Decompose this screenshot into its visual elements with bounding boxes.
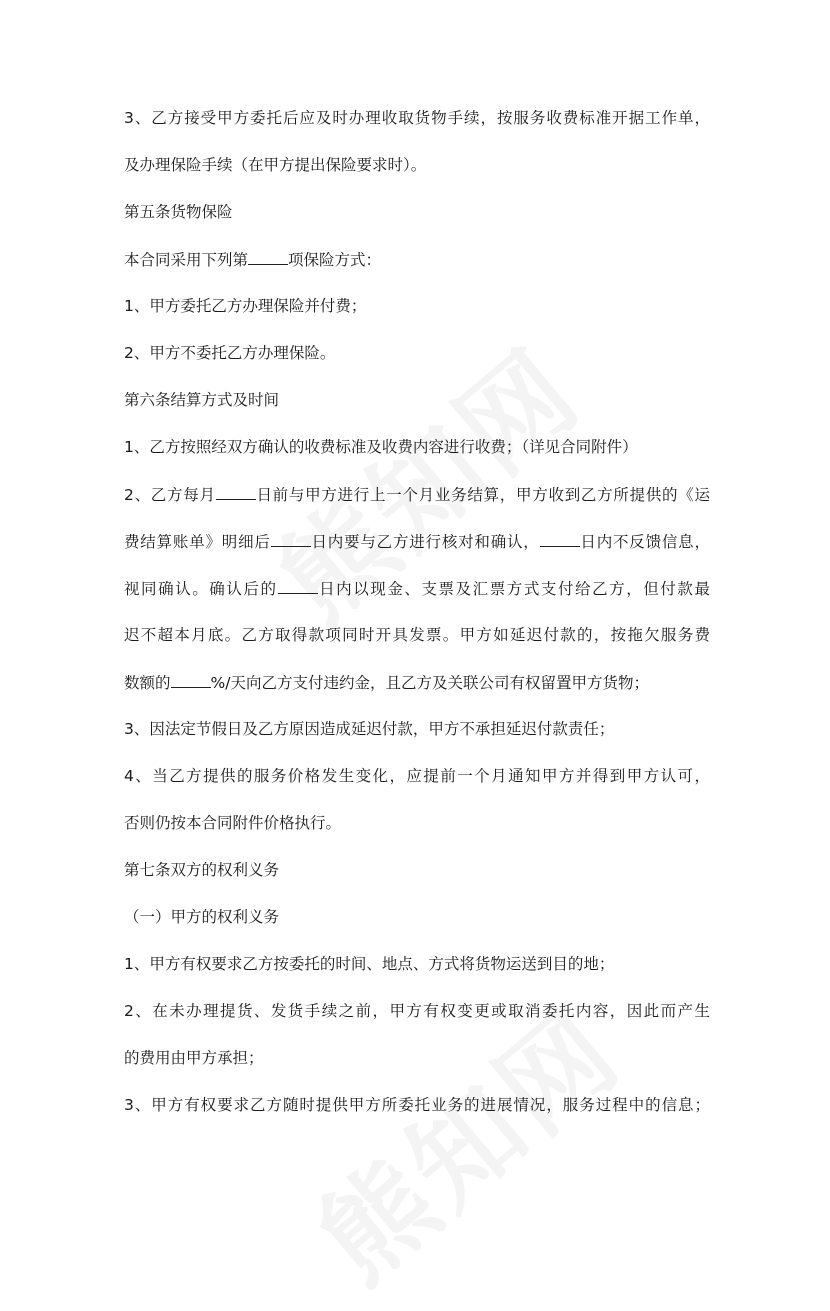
clause-4-3-line-1: 3、乙方接受甲方委托后应及时办理收取货物手续，按服务收费标准开据工作单，: [124, 109, 710, 127]
clause-6-3: 3、因法定节假日及乙方原因造成延迟付款，甲方不承担延迟付款责任；: [124, 720, 615, 738]
clause-6-2-line-2: 费结算账单》明细后 日内要与乙方进行核对和确认， 日内不反馈信息，: [124, 533, 710, 551]
fill-blank[interactable]: [271, 531, 311, 547]
clause-4-3-line-2: 及办理保险手续（在甲方提出保险要求时）。: [124, 156, 427, 174]
clause-6-2-line-5: 数额的 %/天向乙方支付违约金，且乙方及关联公司有权留置甲方货物；: [124, 674, 649, 692]
fill-blank[interactable]: [248, 249, 288, 265]
clause-6-2-line-4: 迟不超本月底。乙方取得款项同时开具发票。甲方如延迟付款的，按拖欠服务费: [124, 626, 710, 644]
clause-7-1-2-line-1: 2、在未办理提货、发货手续之前，甲方有权变更或取消委托内容，因此而产生: [124, 1002, 710, 1020]
clause-7-1-2-line-2: 的费用由甲方承担；: [124, 1049, 264, 1067]
fill-blank[interactable]: [540, 531, 580, 547]
insurance-option-2: 2、甲方不委托乙方办理保险。: [124, 344, 336, 362]
clause-6-2-line-1: 2、乙方每月 日前与甲方进行上一个月业务结算，甲方收到乙方所提供的《运: [124, 486, 710, 504]
insurance-method-line: 本合同采用下列第 项保险方式：: [124, 251, 382, 269]
article-5-heading: 第五条货物保险: [124, 203, 233, 221]
insurance-option-1: 1、甲方委托乙方办理保险并付费；: [124, 297, 367, 315]
section-7-1-heading: （一）甲方的权利义务: [124, 908, 280, 926]
clause-6-1: 1、乙方按照经双方确认的收费标准及收费内容进行收费；（详见合同附件）: [124, 438, 638, 456]
clause-6-2-line-3: 视同确认。确认后的 日内以现金、支票及汇票方式支付给乙方，但付款最: [124, 580, 710, 598]
document-body: [124, 108, 710, 1142]
clause-7-1-1: 1、甲方有权要求乙方按委托的时间、地点、方式将货物运送到目的地；: [124, 955, 615, 973]
article-7-heading: 第七条双方的权利义务: [124, 861, 280, 879]
clause-6-4-line-2: 否则仍按本合同附件价格执行。: [124, 814, 342, 832]
fill-blank[interactable]: [216, 484, 256, 500]
fill-blank[interactable]: [278, 578, 318, 594]
article-6-heading: 第六条结算方式及时间: [124, 391, 280, 409]
clause-7-1-3: 3、甲方有权要求乙方随时提供甲方所委托业务的进展情况，服务过程中的信息；: [124, 1096, 710, 1114]
fill-blank[interactable]: [171, 672, 211, 688]
clause-6-4-line-1: 4、当乙方提供的服务价格发生变化，应提前一个月通知甲方并得到甲方认可，: [124, 767, 710, 785]
